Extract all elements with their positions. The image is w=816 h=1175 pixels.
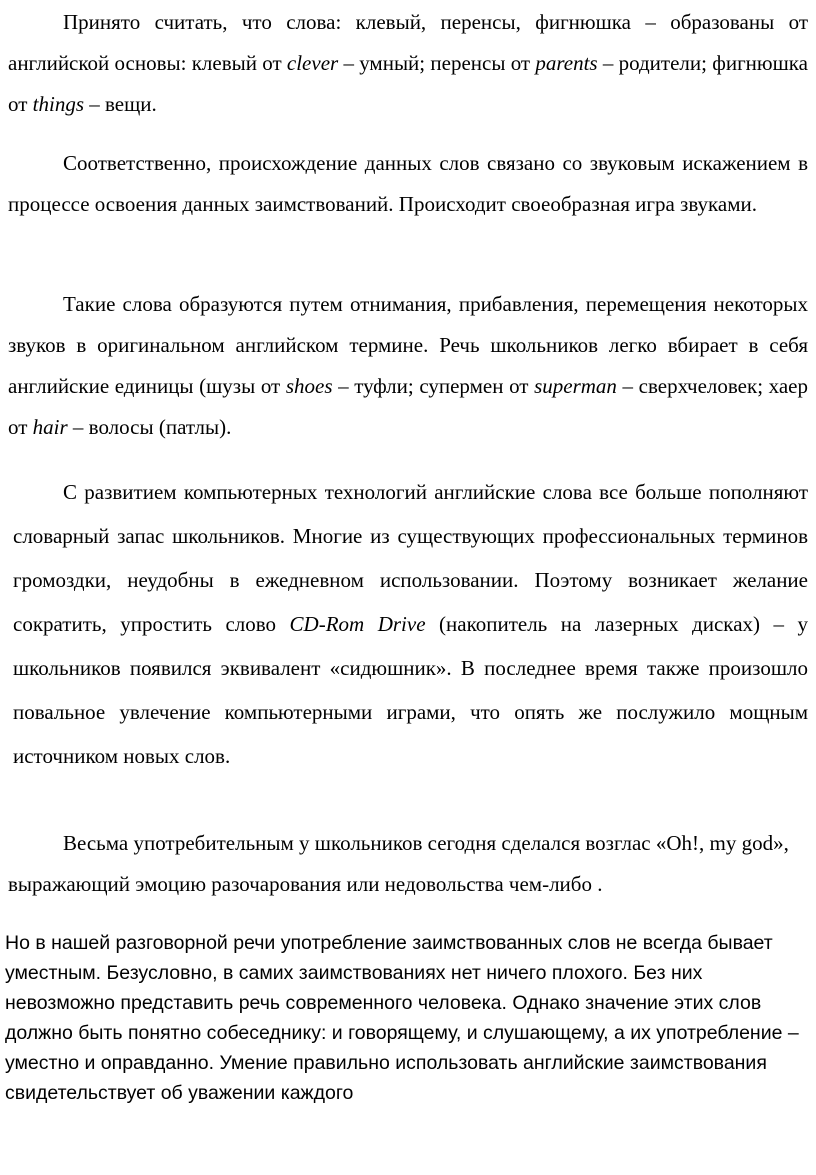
paragraph-borrowed-slang-origins [8,2,808,125]
paragraph-sound-distortion [8,143,808,225]
paragraph-computer-terms [13,470,808,778]
text-segment: – умный; перенсы от [338,51,536,75]
text-segment: Весьма употребительным у школьников сегодня сделался возглас «Oh!, my god», выражающий эмоцию разочарования или недовольства чем-либо . [8,831,789,896]
text-segment: – туфли; супермен от [332,374,535,398]
foreign-word: shoes [285,374,333,398]
foreign-word: hair [32,415,68,439]
text-segment: – родители; фигнюшка от [8,51,808,116]
text-segment: Но в нашей разговорной речи употребление заимствованных слов не всегда бывает уместным. Безусловно, в самих заимствованиях нет ничего плохого. Без них невозможно представить речь современного человека. Однако значение этих слов должно быть понятно собеседнику: и говорящему, и слушающему, а их употребление – уместно и оправданно. Умение правильно использовать английские заимствования свидетельствует об уважении каждого [5,932,799,1104]
foreign-word: clever [286,51,339,75]
text-segment: – сверхчеловек; хаер от [8,374,808,439]
foreign-word: parents [535,51,598,75]
text-segment: – вещи. [84,92,157,116]
paragraph-word-formation [8,284,808,448]
foreign-word: CD-Rom Drive [289,612,426,636]
paragraph-exclamation [8,823,808,905]
text-segment: Такие слова образуются путем отнимания, прибавления, перемещения некоторых звуков в оригинальном английском термине. Речь школьников легко вбирает в себя английские единицы (шузы от [8,292,808,398]
text-segment: Соответственно, происхождение данных слов связано со звуковым искажением в процессе освоения данных заимствований. Происходит своеобразная игра звуками. [8,151,808,216]
paragraph-conclusion [5,928,810,1108]
text-segment: – волосы (патлы). [67,415,232,439]
foreign-word: things [32,92,84,116]
text-segment: С развитием компьютерных технологий английские слова все больше пополняют словарный запас школьников. Многие из существующих профессиональных терминов громоздки, неудобны в ежедневном использовании. Поэтому возникает желание сократить, упростить слово [13,480,808,636]
foreign-word: superman [534,374,617,398]
text-segment: Принято считать, что слова: клевый, перенсы, фигнюшка – образованы от английской основы: клевый от [8,10,808,75]
text-segment: (накопитель на лазерных дисках) – у школьников появился эквивалент «сидюшник». В последнее время также произошло повальное увлечение компьютерными играми, что опять же послужило мощным источником новых слов. [13,612,808,768]
